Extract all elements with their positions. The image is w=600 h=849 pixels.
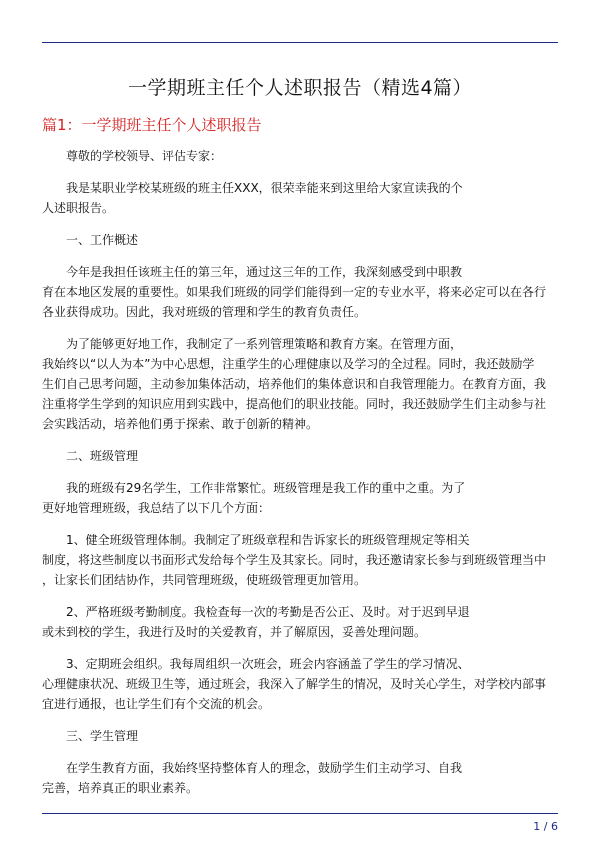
- paragraph: [42, 758, 558, 798]
- page-number: 1 / 6: [533, 820, 558, 833]
- document-body: [42, 146, 558, 810]
- text-line: 我是某职业学校某班级的班主任XXX，很荣幸能来到这里给大家宣读我的个: [66, 181, 463, 195]
- text-line: 我的班级有29名学生，工作非常繁忙。班级管理是我工作的重中之重。为了: [66, 481, 466, 495]
- text-line: 一、工作概述: [66, 233, 139, 247]
- header-rule: [42, 42, 558, 43]
- text-line: 或未到校的学生，我进行及时的关爱教育，并了解原因，妥善处理问题。: [42, 625, 427, 639]
- paragraph: [42, 334, 558, 434]
- text-line: 生们自己思考问题，主动参加集体活动，培养他们的集体意识和自我管理能力。在教育方面，我: [42, 377, 547, 391]
- text-line: 会实践活动，培养他们勇于探索、敢于创新的精神。: [42, 417, 319, 431]
- footer-rule: [42, 813, 558, 814]
- text-line: 心理健康状况、班级卫生等，通过班会，我深入了解学生的情况，及时关心学生，对学校内部事: [42, 677, 547, 691]
- text-line: 完善，培养真正的职业素养。: [42, 781, 199, 795]
- text-line: ，让家长们团结协作，共同管理班级，使班级管理更加管用。: [42, 573, 367, 587]
- text-line: 今年是我担任该班主任的第三年，通过这三年的工作，我深刻感受到中职教: [66, 265, 463, 279]
- text-line: 各业获得成功。因此，我对班级的管理和学生的教育负责任。: [42, 305, 367, 319]
- text-line: 注重将学生学到的知识应用到实践中，提高他们的职业技能。同时，我还鼓励学生们主动参与社: [42, 397, 547, 411]
- text-line: 2、严格班级考勤制度。我检查每一次的考勤是否公正、及时。对于迟到早退: [66, 605, 470, 619]
- text-line: 更好地管理班级，我总结了以下几个方面：: [42, 501, 271, 515]
- paragraph: [42, 478, 558, 518]
- text-line: 为了能够更好地工作，我制定了一系列管理策略和教育方案。在管理方面，: [66, 337, 463, 351]
- paragraph: [42, 178, 558, 218]
- paragraph: [42, 726, 558, 746]
- text-line: 我始终以“以人为本”为中心思想，注重学生的心理健康以及学习的全过程。同时，我还鼓励学: [42, 357, 535, 371]
- document-title: 一学期班主任个人述职报告（精选4篇）: [127, 77, 473, 99]
- text-line: 宜进行通报，也让学生们有个交流的机会。: [42, 697, 271, 711]
- text-line: 育在本地区发展的重要性。如果我们班级的同学们能得到一定的专业水平，将来必定可以在各行: [42, 285, 547, 299]
- text-line: 二、班级管理: [66, 449, 139, 463]
- text-line: 制度，将这些制度以书面形式发给每个学生及其家长。同时，我还邀请家长参与到班级管理当中: [42, 553, 547, 567]
- text-line: 3、定期班会组织。我每周组织一次班会，班会内容涵盖了学生的学习情况、: [66, 657, 470, 671]
- paragraph: [42, 654, 558, 714]
- text-line: 1、健全班级管理体制。我制定了班级章程和告诉家长的班级管理规定等相关: [66, 533, 470, 547]
- text-line: 尊敬的学校领导、评估专家：: [66, 149, 223, 163]
- paragraph: [42, 602, 558, 642]
- text-line: 人述职报告。: [42, 201, 115, 215]
- paragraph: [42, 146, 558, 166]
- text-line: 在学生教育方面，我始终坚持整体育人的理念，鼓励学生们主动学习、自我: [66, 761, 463, 775]
- text-line: 三、学生管理: [66, 729, 139, 743]
- paragraph: [42, 230, 558, 250]
- section-heading: 篇1：一学期班主任个人述职报告: [42, 116, 262, 134]
- paragraph: [42, 530, 558, 590]
- paragraph: [42, 262, 558, 322]
- paragraph: [42, 446, 558, 466]
